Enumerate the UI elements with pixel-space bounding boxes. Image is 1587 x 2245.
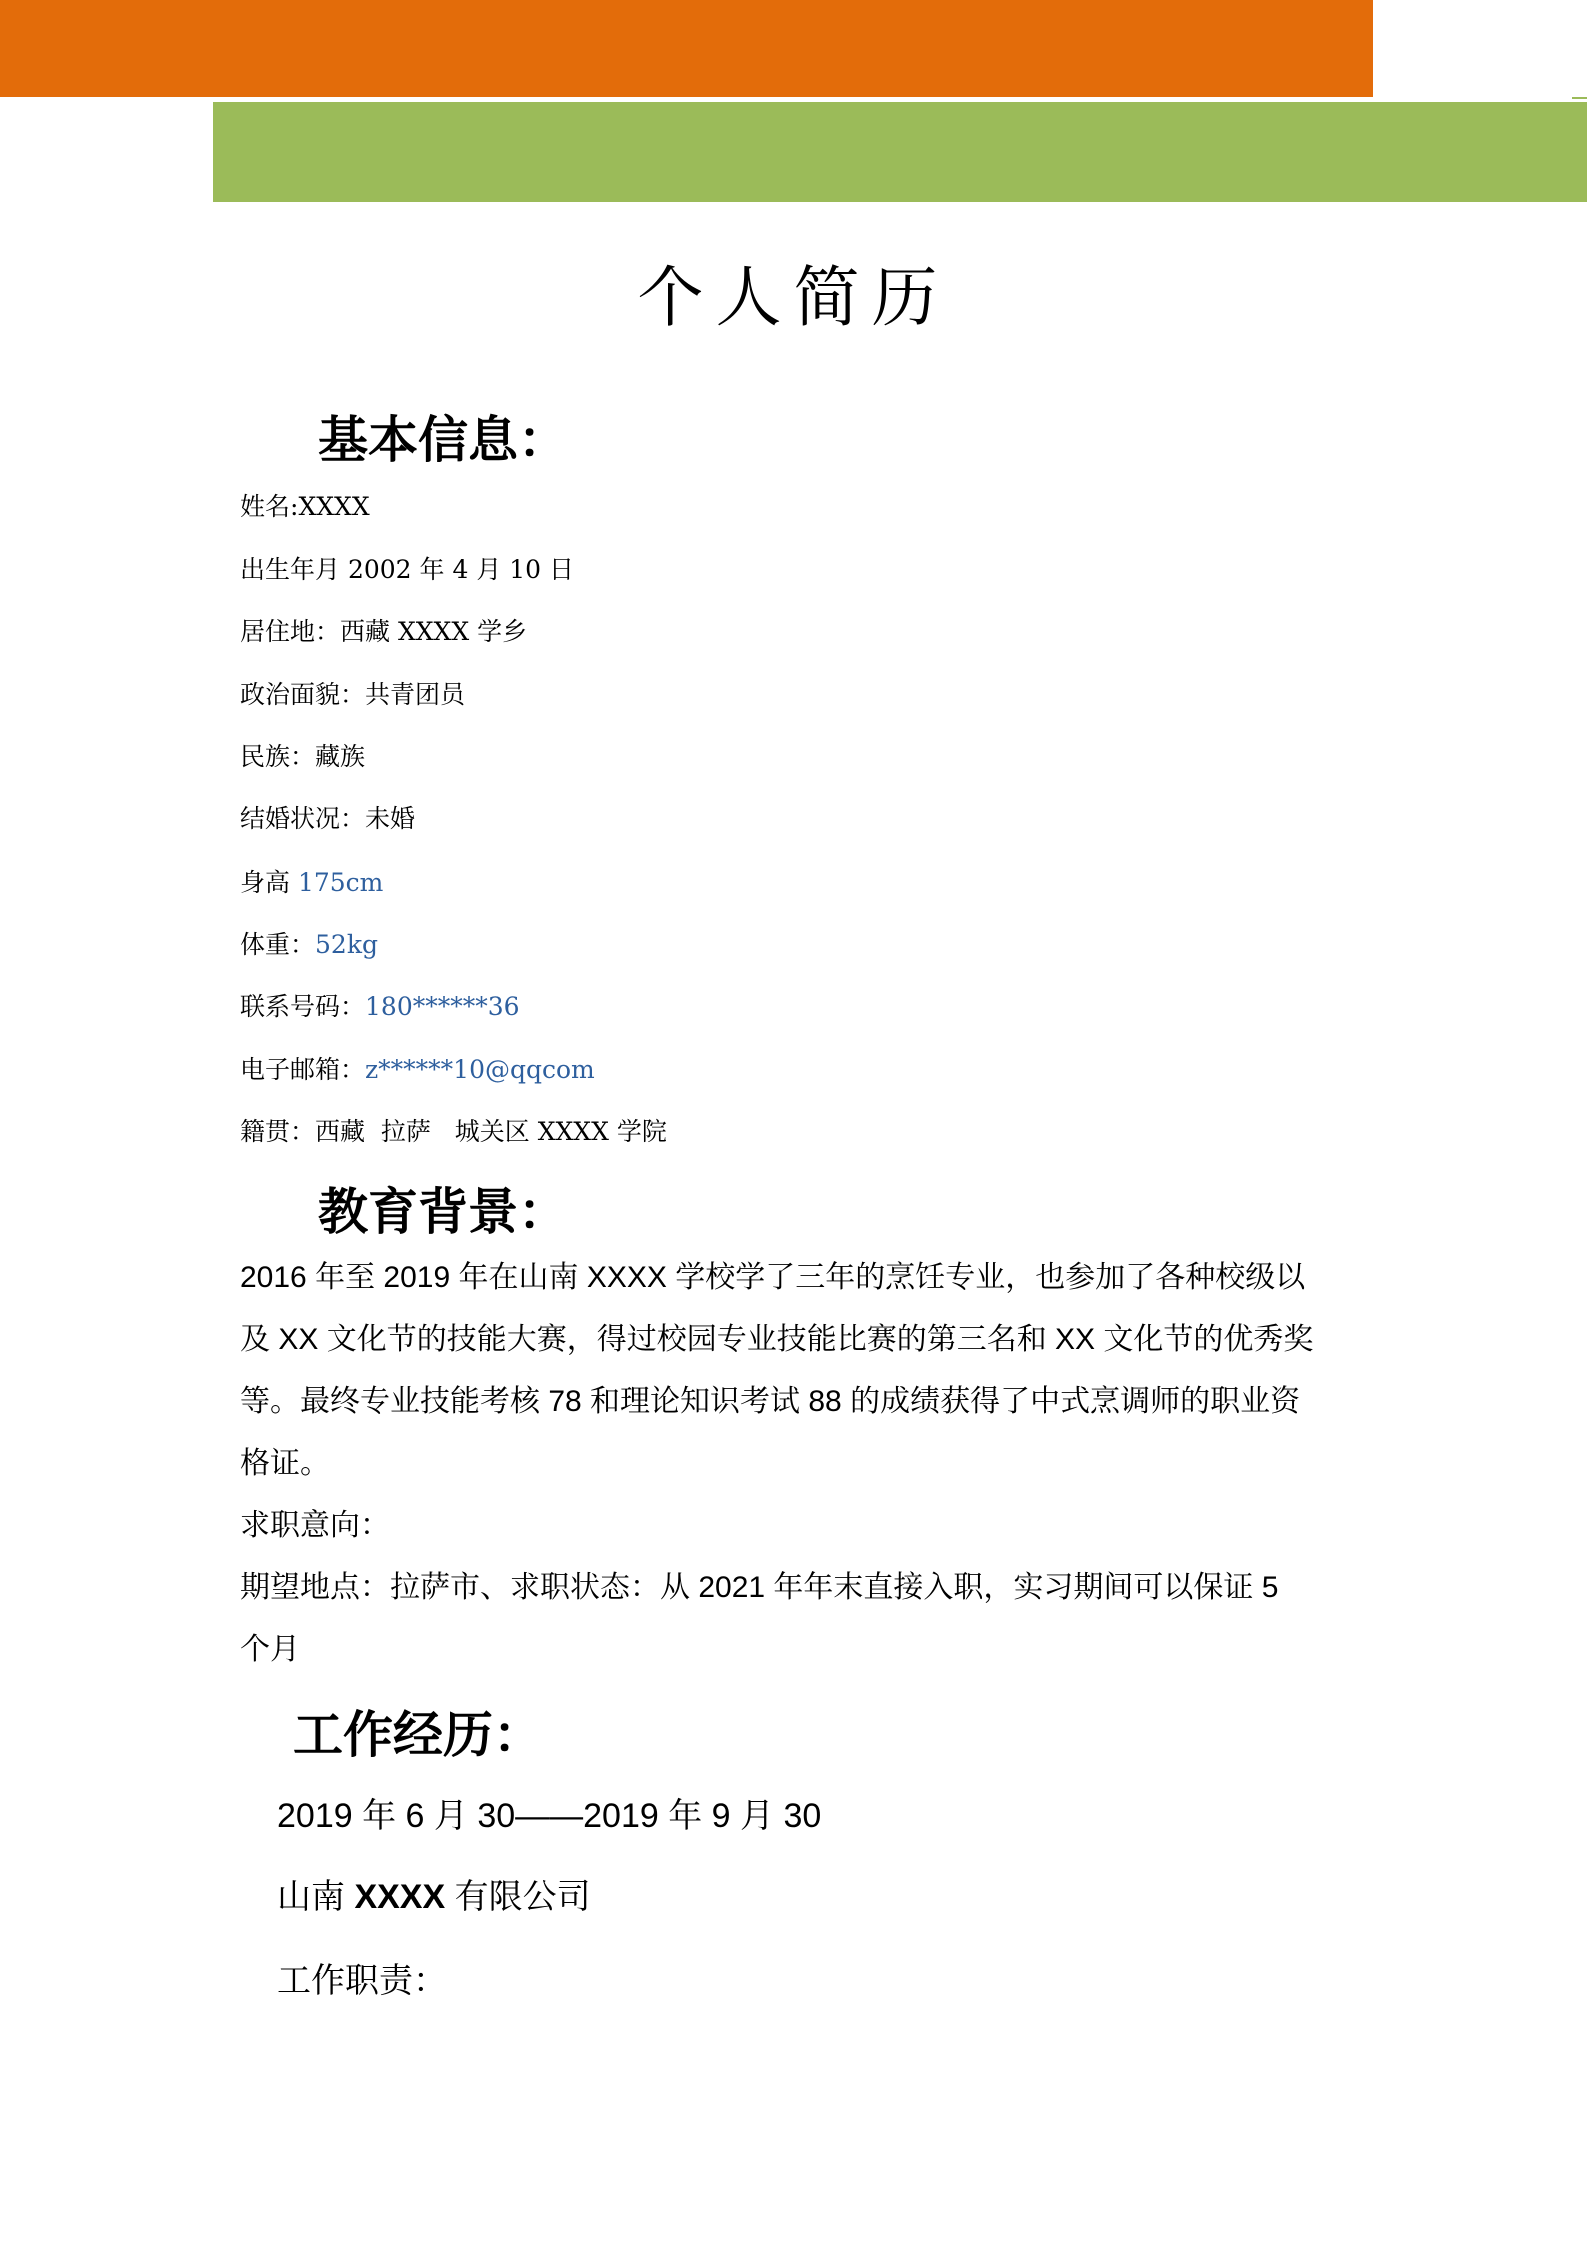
job-expectation-line: 个月 [240, 1633, 300, 1666]
info-hometown: 籍贯：西藏 拉萨 城关区 XXXX 学院 [240, 1117, 667, 1146]
work-company: 山南 XXXX 有限公司 [277, 1878, 591, 1916]
education-line: 2016 年至 2019 年在山南 XXXX 学校学了三年的烹饪专业，也参加了各种校级以 [240, 1261, 1306, 1294]
info-ethnicity: 民族：藏族 [240, 742, 366, 771]
info-height: 身高 175cm [240, 868, 384, 897]
education-line: 等。最终专业技能考核 78 和理论知识考试 88 的成绩获得了中式烹调师的职业资 [240, 1385, 1301, 1418]
education-line: 及 XX 文化节的技能大赛，得过校园专业技能比赛的第三名和 XX 文化节的优秀奖 [240, 1323, 1314, 1356]
education-line: 格证。 [240, 1447, 330, 1480]
info-marital: 结婚状况：未婚 [240, 804, 416, 833]
basic-info-heading: 基本信息： [318, 410, 568, 469]
info-residence: 居住地：西藏 XXXX 学乡 [240, 617, 528, 646]
page-title: 个人简历 [637, 259, 950, 336]
education-paragraph [240, 1247, 1350, 1681]
info-phone: 联系号码：180******36 [240, 992, 520, 1021]
work-duties-label: 工作职责： [277, 1962, 447, 2000]
info-political: 政治面貌：共青团员 [240, 680, 466, 709]
job-intention-label: 求职意向： [240, 1509, 390, 1542]
work-period: 2019 年 6 月 30——2019 年 9 月 30 [277, 1797, 822, 1835]
job-expectation-line: 期望地点：拉萨市、求职状态：从 2021 年年末直接入职，实习期间可以保证 5 [240, 1571, 1279, 1604]
info-name: 姓名:XXXX [240, 492, 370, 521]
header-orange-bar [0, 0, 1373, 97]
education-heading: 教育背景： [318, 1182, 568, 1241]
info-birth: 出生年月 2002 年 4 月 10 日 [240, 555, 575, 584]
info-email: 电子邮箱：z******10@qqcom [240, 1055, 595, 1084]
info-weight: 体重：52kg [240, 930, 378, 959]
header-green-bar [213, 99, 1587, 202]
work-heading: 工作经历： [293, 1705, 543, 1764]
